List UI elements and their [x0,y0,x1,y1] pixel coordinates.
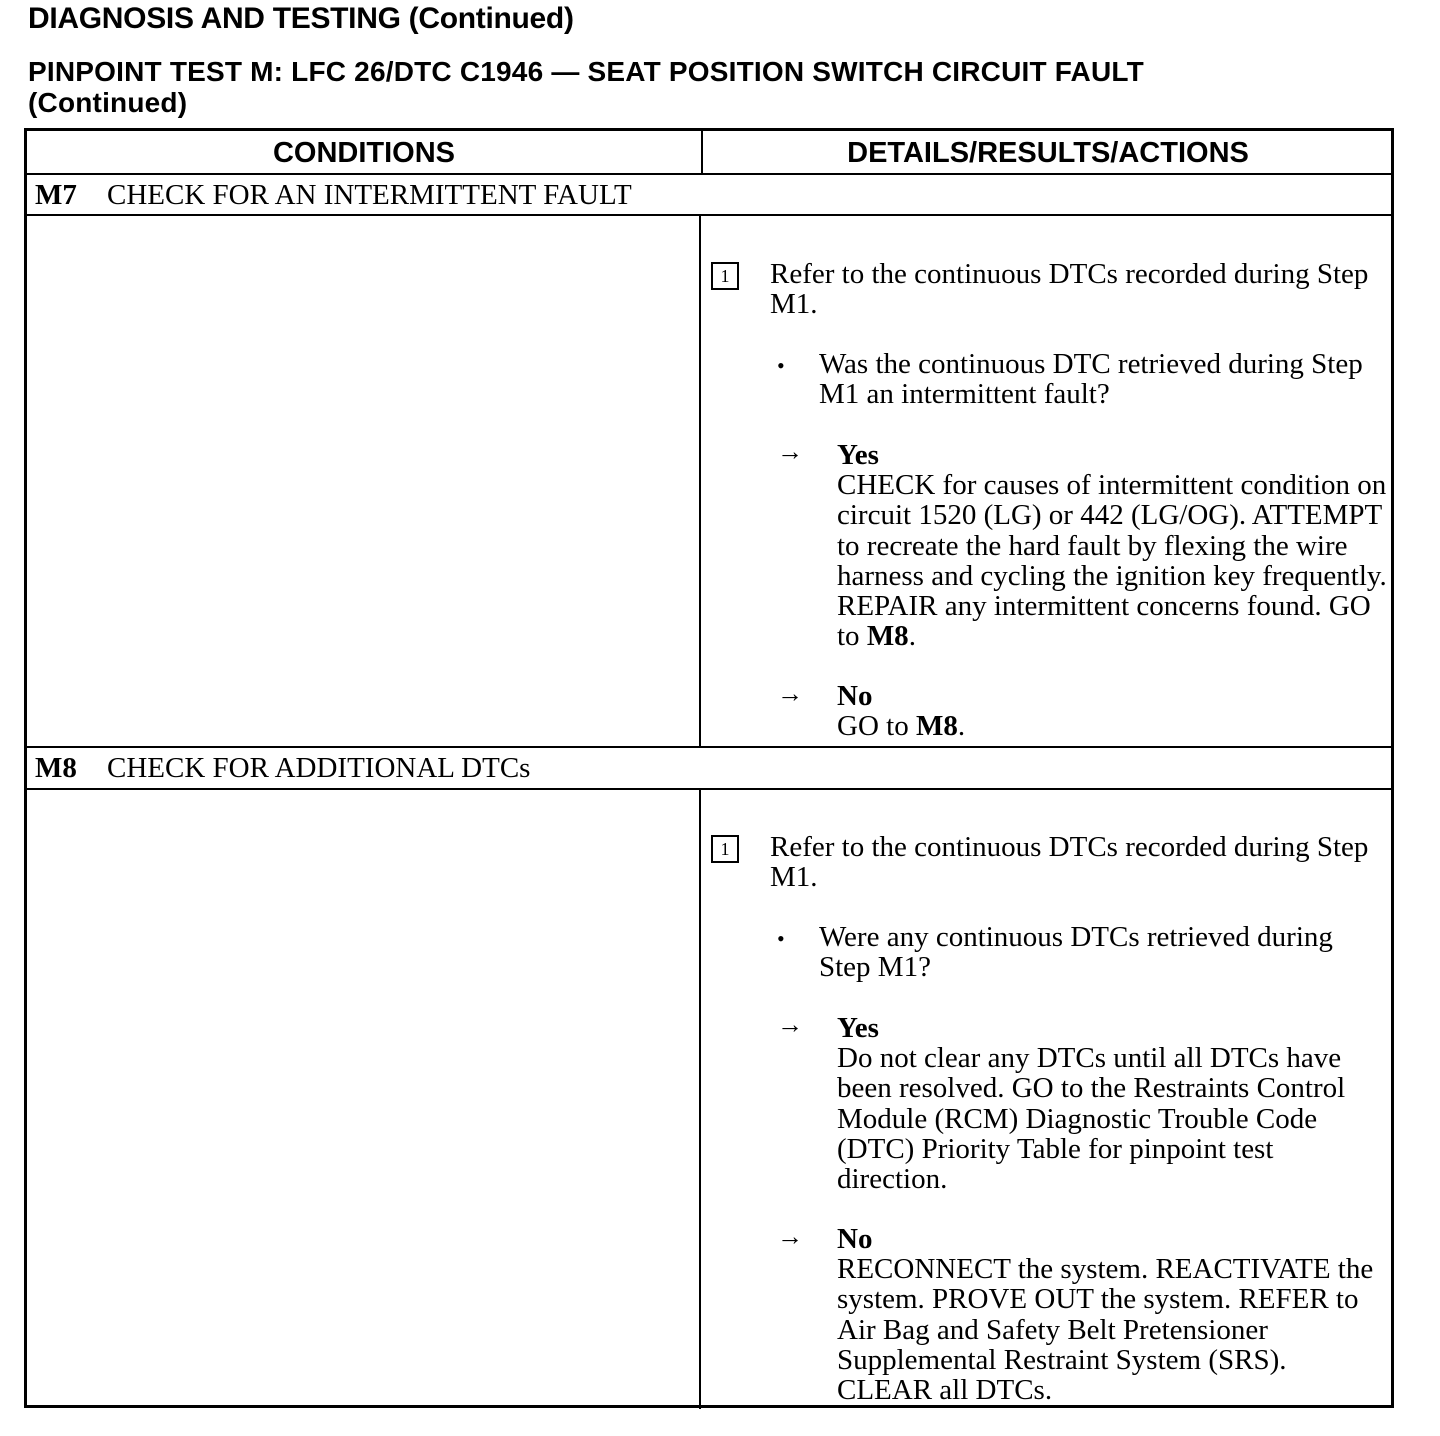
column-divider [701,131,703,173]
page-heading: DIAGNOSIS AND TESTING (Continued) [28,2,574,35]
bullet-icon: • [777,353,785,378]
question-text: Were any continuous DTCs retrieved during Step M1? [819,921,1333,984]
conditions-column-header: CONDITIONS [272,137,456,169]
outcome-yes-label: Yes [837,1012,879,1044]
procedure-table [24,128,1394,1408]
outcome-no-text: RECONNECT the system. REACTIVATE the system. PROVE OUT the system. REFER to Air Bag and Safety Belt Pretensioner Supplemental Restraint System (SRS). CLEAR all DTCs. [837,1253,1374,1407]
arrow-right-icon: → [777,437,803,466]
outcome-yes-text: Do not clear any DTCs until all DTCs have been resolved. GO to the Restraints Control Module (RCM) Diagnostic Trouble Code (DTC) Priority Table for pinpoint test direction. [837,1042,1346,1196]
step-m8-actions [711,832,1387,1412]
substep-number-box: 1 [711,835,739,863]
outcome-yes-label: Yes [837,439,879,471]
row-divider [27,214,1391,216]
step-row-m7 [35,179,632,211]
outcome-yes-end: . [908,620,916,653]
outcome-no [837,1224,1387,1405]
row-divider [27,746,1391,748]
details-column-header: DETAILS/RESULTS/ACTIONS [847,137,1249,169]
arrow-right-icon: → [777,1010,803,1039]
outcome-no-goto: M8 [915,710,958,743]
outcome-no-text: GO to [837,710,909,743]
substep-number-box: 1 [711,262,739,290]
test-title-line-1: PINPOINT TEST M: LFC 26/DTC C1946 — SEAT POSITION SWITCH CIRCUIT FAULT [28,56,1144,87]
test-title-line-2: (Continued) [28,87,188,118]
outcome-yes-goto: M8 [866,620,909,653]
arrow-right-icon: → [777,679,803,708]
row-divider [27,788,1391,790]
row-divider [27,173,1391,175]
outcome-no-label: No [837,680,873,712]
outcome-yes [837,440,1387,651]
step-row-m8 [35,752,530,784]
pinpoint-test-title [28,56,1328,118]
arrow-right-icon: → [777,1222,803,1251]
column-divider [699,789,701,1409]
step-title: CHECK FOR ADDITIONAL DTCs [107,752,531,784]
substep-instruction: Refer to the continuous DTCs recorded during Step M1. [770,831,1369,894]
outcome-no [837,681,1387,741]
step-id: M7 [35,179,77,211]
outcome-no-end: . [957,710,966,743]
question-text: Was the continuous DTC retrieved during Step M1 an intermittent fault? [819,348,1363,411]
step-title: CHECK FOR AN INTERMITTENT FAULT [107,179,632,211]
substep-instruction: Refer to the continuous DTCs recorded during Step M1. [770,258,1369,321]
step-m7-actions [711,259,1387,749]
bullet-icon: • [777,926,785,951]
outcome-yes [837,1013,1387,1194]
outcome-no-label: No [837,1223,873,1255]
column-divider [699,215,701,747]
step-id: M8 [35,752,77,784]
outcome-yes-text: CHECK for causes of intermittent condition on circuit 1520 (LG) or 442 (LG/OG). ATTEMPT to recreate the hard fault by flexing the wire harness and cycling the ignition key frequently. REPAIR any intermittent concerns found. GO to [837,469,1387,653]
